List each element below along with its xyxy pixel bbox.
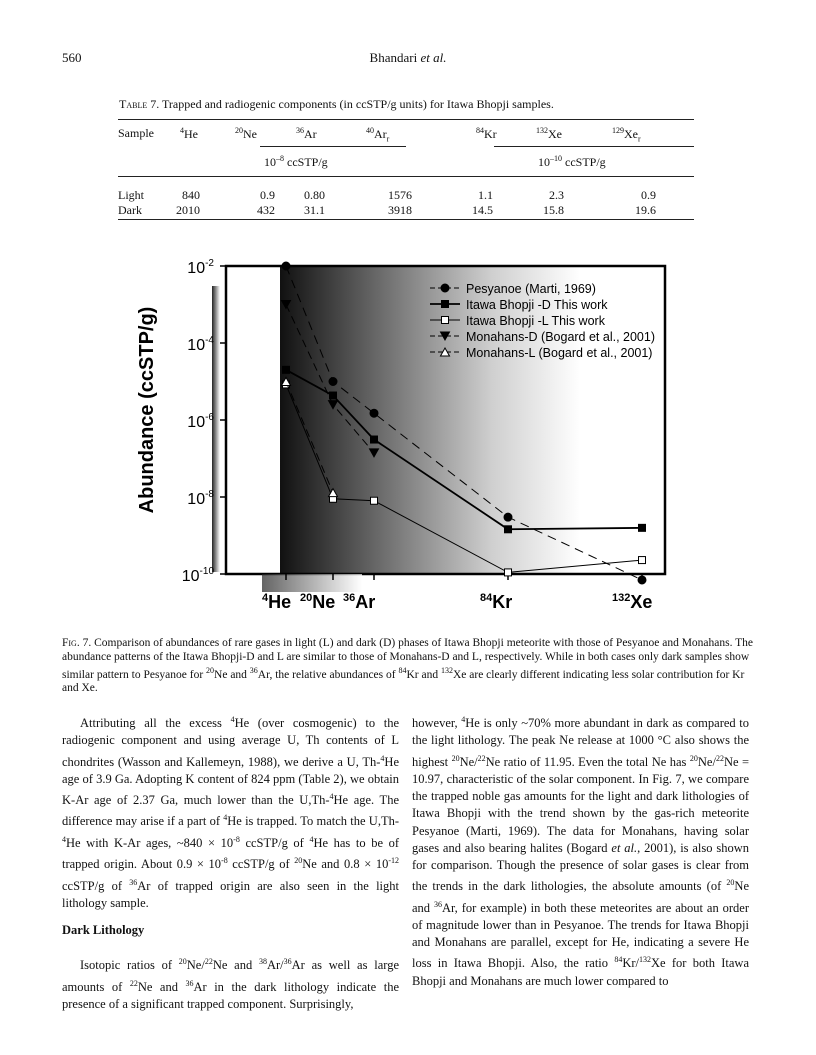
table-cell: 14.5 (472, 203, 493, 217)
legend-marker (441, 284, 449, 292)
table-cell: 0.80 (304, 188, 325, 202)
x-tick-label: $^{84}$Kr (480, 592, 513, 612)
table-cell: 432 (257, 203, 275, 217)
data-point (330, 392, 337, 399)
table-cell: 1.1 (478, 188, 493, 202)
data-point (505, 569, 512, 576)
table-header-cell: $^4$He (180, 126, 198, 141)
table-cell: 3918 (388, 203, 412, 217)
table-caption-text: Trapped and radiogenic components (in ccSTP/g units) for Itawa Bhopji samples. (162, 97, 554, 111)
data-point (371, 497, 378, 504)
paragraph: however, $^4$He is only ~70% more abundant in dark as compared to the light lithology. The peak Ne release at 1000 °C also shows the highest $^{20}$Ne/$^{22}$Ne ratio of 11.95. Even the total Ne has $^{20}$Ne/$^{22}$Ne = 10.97, characteristic of the solar component. In Fig. 7, we compare the trapped noble gas amounts for the light and dark lithologies of Itawa Bhopji with the trend shown by the gas-rich meteorite Pesyanoe (Marti, 1969). The data for Monahans, having solar gases and also bearing halites (Bogard et al., 2001), is also shown for comparison. Though the presence of solar gases is clear from the trends in the dark lithologies, the absolute amounts (of $^{20}$Ne and $^{36}$Ar, for example) in both these meteorites are about an order of magnitude lower than in Pesyanoe. The trends for Itawa Bhopji and Monahans are parallel, except for He, indicating a severe He loss in Itawa Bhopji. Also, the ratio $^{84}$Kr/$^{132}$Xe for both Itawa Bhopji and Monahans are much lower compared to (412, 715, 750, 988)
axis-shade (212, 286, 220, 572)
legend-label: Itawa Bhopji -L This work (466, 314, 605, 328)
table-caption (119, 97, 554, 112)
table-cell: 1576 (388, 188, 412, 202)
table-header-cell: $^{40}Ar_r$ (366, 126, 390, 144)
data-point (639, 524, 646, 531)
table-cell: 840 (182, 188, 200, 202)
table-header-cell: $^{20}$Ne (235, 126, 257, 141)
legend-label: Itawa Bhopji -D This work (466, 298, 608, 312)
data-point (282, 262, 290, 270)
table-cell: 2010 (176, 203, 200, 217)
legend-marker (442, 301, 449, 308)
data-point (370, 409, 378, 417)
figure-7 (136, 258, 680, 622)
running-head: Bhandari et al. (369, 50, 447, 65)
section-heading: Dark Lithology (62, 923, 145, 938)
y-tick-label: $10^{-8}$ (187, 489, 214, 508)
table-cell: 0.9 (641, 188, 656, 202)
right-column (412, 711, 749, 990)
data-point (504, 513, 512, 521)
x-tick-label: $^{20}$Ne (300, 592, 336, 612)
y-tick-label: $10^{-2}$ (187, 258, 214, 277)
x-tick-label: $^{132}$Xe (612, 592, 653, 612)
table-header-cell: $^{36}$Ar (296, 126, 317, 141)
figure-caption (62, 637, 754, 696)
abundance-chart (136, 258, 680, 622)
table-cell: Dark (118, 203, 142, 217)
table-cell: 2.3 (549, 188, 564, 202)
legend-label: Monahans-D (Bogard et al., 2001) (466, 330, 655, 344)
paragraph: Isotopic ratios of $^{20}$Ne/$^{22}$Ne and $^{38}$Ar/$^{36}$Ar as well as large amounts of $^{22}$Ne and $^{36}$Ar in the dark lithology indicate the presence of a significant trapped component. Surprisingly, (62, 957, 400, 1012)
data-point (371, 436, 378, 443)
data-point (283, 366, 290, 373)
table-cell: 19.6 (635, 203, 656, 217)
x-axis-shade (262, 574, 362, 592)
table-cell: 31.1 (304, 203, 325, 217)
table-header-cell: $^{129}Xe_r$ (612, 126, 641, 144)
unit-label-1: $10^{-8}$ ccSTP/g (264, 154, 328, 169)
legend-label: Monahans-L (Bogard et al., 2001) (466, 346, 653, 360)
plot-white-band (226, 266, 280, 574)
data-point (505, 526, 512, 533)
table-header-cell: $^{132}$Xe (536, 126, 562, 141)
figure-caption-text: Comparison of abundances of rare gases in light (L) and dark (D) phases of Itawa Bhopji meteorite with those of Pesyanoe and Monahans. The abundance patterns of the Itawa Bhopji-D and L are similar to those of Monahans-D and L, respectively. While in both cases only dark samples show similar pattern to Pesyanoe for $^{20}$Ne and $^{36}$Ar, the relative abundances of $^{84}$Kr and $^{132}$Xe are clearly different indicating less solar contribution for Kr and Xe. (62, 637, 754, 695)
unit-label-2: $10^{-10}$ ccSTP/g (538, 154, 606, 169)
y-axis-label: Abundance (ccSTP/g) (136, 306, 158, 514)
figure-caption-label: Fig. 7. (62, 637, 92, 649)
legend-marker (442, 317, 449, 324)
x-tick-label: $^{36}$Ar (343, 592, 376, 612)
table-header-cell: Sample (118, 126, 154, 140)
table-cell: 15.8 (543, 203, 564, 217)
y-tick-label: $10^{-6}$ (187, 412, 214, 431)
paragraph: Attributing all the excess $^4$He (over cosmogenic) to the radiogenic component and using average U, Th contents of L chondrites (Wasson and Kallemeyn, 1988), we derive a U, Th-$^4$He age of 3.9 Ga. Adopting K content of 824 ppm (Table 2), we obtain K-Ar age of 2.37 Ga, much lower than the U,Th-$^4$He age. The difference may arise if a part of $^4$He is trapped. To match the U,Th-$^4$He with K-Ar ages, ~840 × $10^{-8}$ ccSTP/g of $^4$He has to be of trapped origin. About $0.9 \times 10^{-8}$ ccSTP/g of $^{20}$Ne and $0.8 \times 10^{-12}$ ccSTP/g of $^{36}$Ar of trapped origin are also seen in the light lithology sample. (62, 715, 400, 910)
data-point (638, 576, 646, 584)
y-tick-label: $10^{-10}$ (181, 566, 214, 585)
legend-label: Pesyanoe (Marti, 1969) (466, 282, 596, 296)
table-cell: Light (118, 188, 144, 202)
left-column (62, 711, 399, 1013)
table-caption-label: Table 7. (119, 97, 160, 111)
table-cell: 0.9 (260, 188, 275, 202)
table-header-cell: $^{84}$Kr (476, 126, 497, 141)
page-number: 560 (62, 50, 82, 65)
data-point (329, 378, 337, 386)
data-point (639, 557, 646, 564)
x-tick-label: $^4$He (262, 592, 292, 612)
y-tick-label: $10^{-4}$ (187, 335, 214, 354)
